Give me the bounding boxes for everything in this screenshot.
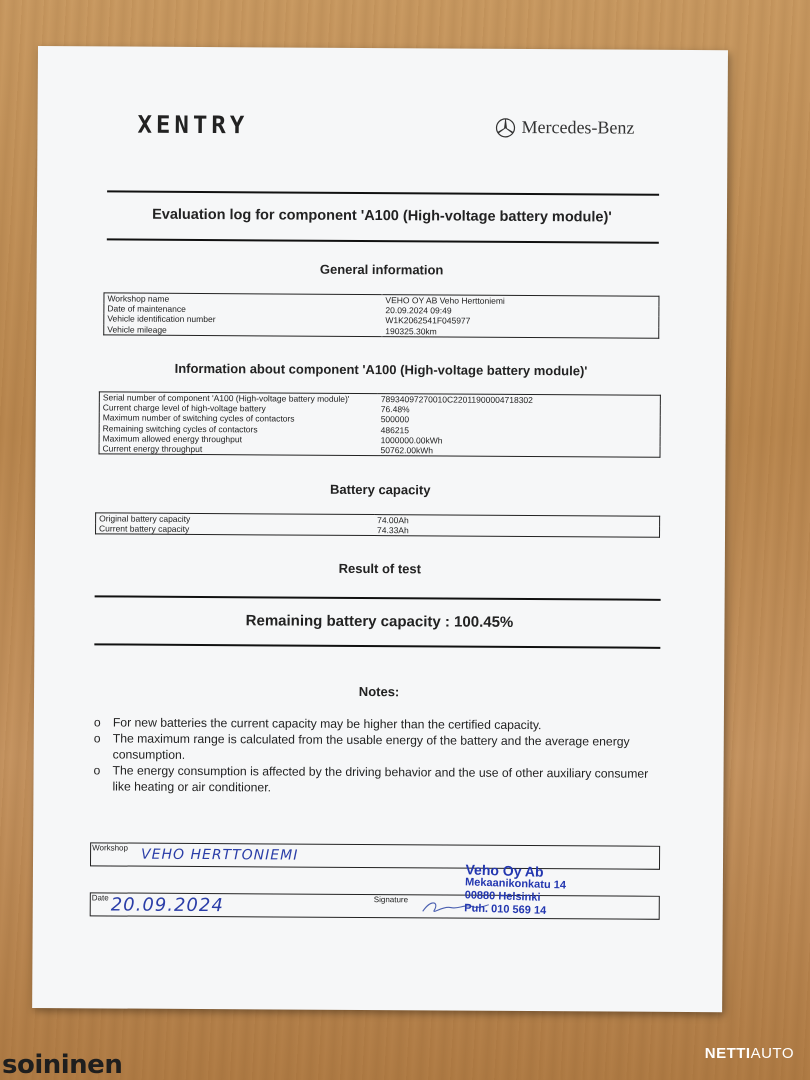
divider xyxy=(107,190,659,195)
watermark-netti: NETTI xyxy=(704,1045,751,1062)
bullet: o xyxy=(93,715,101,730)
notes-heading: Notes: xyxy=(358,683,400,700)
row-value: 1000000.00kWh xyxy=(380,434,443,446)
xentry-logo: XENTRY xyxy=(137,110,249,140)
mercedes-star-icon xyxy=(495,117,515,137)
stamp-city: 00880 Helsinki xyxy=(464,889,541,904)
row-label: Vehicle identification number xyxy=(107,313,216,325)
row-value: 190325.30km xyxy=(385,325,437,337)
workshop-label: Workshop xyxy=(92,843,129,853)
row-value: W1K2062541F045977 xyxy=(385,315,471,327)
row-label: Maximum number of switching cycles of contactors xyxy=(102,412,295,424)
document-page xyxy=(32,46,728,1012)
notes-list xyxy=(91,714,651,797)
mercedes-benz-logo xyxy=(495,117,634,139)
result-of-test-heading: Result of test xyxy=(338,560,422,577)
signature-label: Signature xyxy=(373,895,409,905)
row-label: Serial number of component 'A100 (High-voltage battery module)' xyxy=(102,392,350,404)
note-text: The maximum range is calculated from the usable energy of the battery and the average energy consumption. xyxy=(112,731,630,762)
row-label: Date of maintenance xyxy=(107,303,186,315)
row-value: 20.09.2024 09:49 xyxy=(385,305,452,316)
row-label: Current charge level of high-voltage battery xyxy=(102,402,266,414)
workshop-box xyxy=(90,842,660,869)
date-signature-box xyxy=(90,892,660,919)
row-value: 78934097270010C22011900004718302 xyxy=(380,394,533,406)
row-value: VEHO OY AB Veho Herttoniemi xyxy=(385,295,505,306)
row-value: 74.00Ah xyxy=(377,515,409,526)
table-row xyxy=(104,324,659,338)
general-information-table xyxy=(103,292,659,338)
bullet: o xyxy=(93,731,101,746)
row-value: 500000 xyxy=(380,414,410,425)
table-row xyxy=(99,443,660,457)
row-label: Workshop name xyxy=(107,293,170,304)
row-label: Current energy throughput xyxy=(102,443,203,455)
bullet: o xyxy=(93,763,101,778)
note-item xyxy=(91,762,651,797)
stamp-company-name: Veho Oy Ab xyxy=(465,861,544,880)
divider xyxy=(107,238,659,243)
table-row xyxy=(96,524,660,538)
row-label: Maximum allowed energy throughput xyxy=(102,433,243,445)
mercedes-benz-wordmark: Mercedes-Benz xyxy=(521,116,635,138)
row-value: 74.33Ah xyxy=(377,525,409,536)
date-label: Date xyxy=(91,893,109,903)
component-information-table xyxy=(99,391,661,458)
row-value: 76.48% xyxy=(380,404,410,415)
row-value: 486215 xyxy=(380,424,410,435)
row-label: Current battery capacity xyxy=(99,523,190,535)
remaining-battery-capacity: Remaining battery capacity : 100.45% xyxy=(245,612,514,631)
row-value: 50762.00kWh xyxy=(380,445,434,456)
battery-capacity-heading: Battery capacity xyxy=(330,481,431,498)
note-text: The energy consumption is affected by the driving behavior and the use of other auxiliary consumer like heating or air conditioner. xyxy=(112,763,649,795)
stamp-address: Mekaanikonkatu 14 xyxy=(464,876,567,892)
row-label: Vehicle mileage xyxy=(107,324,167,335)
component-information-heading: Information about component 'A100 (High-voltage battery module)' xyxy=(174,360,588,379)
general-information-heading: General information xyxy=(319,261,444,278)
soininen-watermark: soininen xyxy=(2,1050,123,1080)
divider xyxy=(95,595,661,600)
workshop-handwritten: VEHO HERTTONIEMI xyxy=(141,846,299,864)
date-handwritten: 20.09.2024 xyxy=(110,894,224,917)
battery-capacity-table xyxy=(95,512,660,538)
note-item xyxy=(92,730,652,765)
nettiauto-watermark xyxy=(705,1045,794,1062)
document-title: Evaluation log for component 'A100 (High-voltage battery module)' xyxy=(152,206,612,226)
divider xyxy=(94,643,660,648)
stamp-phone: Puh. 010 569 14 xyxy=(464,902,547,917)
note-text: For new batteries the current capacity may be higher than the certified capacity. xyxy=(112,715,542,733)
company-stamp xyxy=(464,863,567,918)
row-label: Original battery capacity xyxy=(99,513,191,524)
watermark-auto: AUTO xyxy=(750,1045,794,1062)
row-label: Remaining switching cycles of contactors xyxy=(102,423,258,434)
